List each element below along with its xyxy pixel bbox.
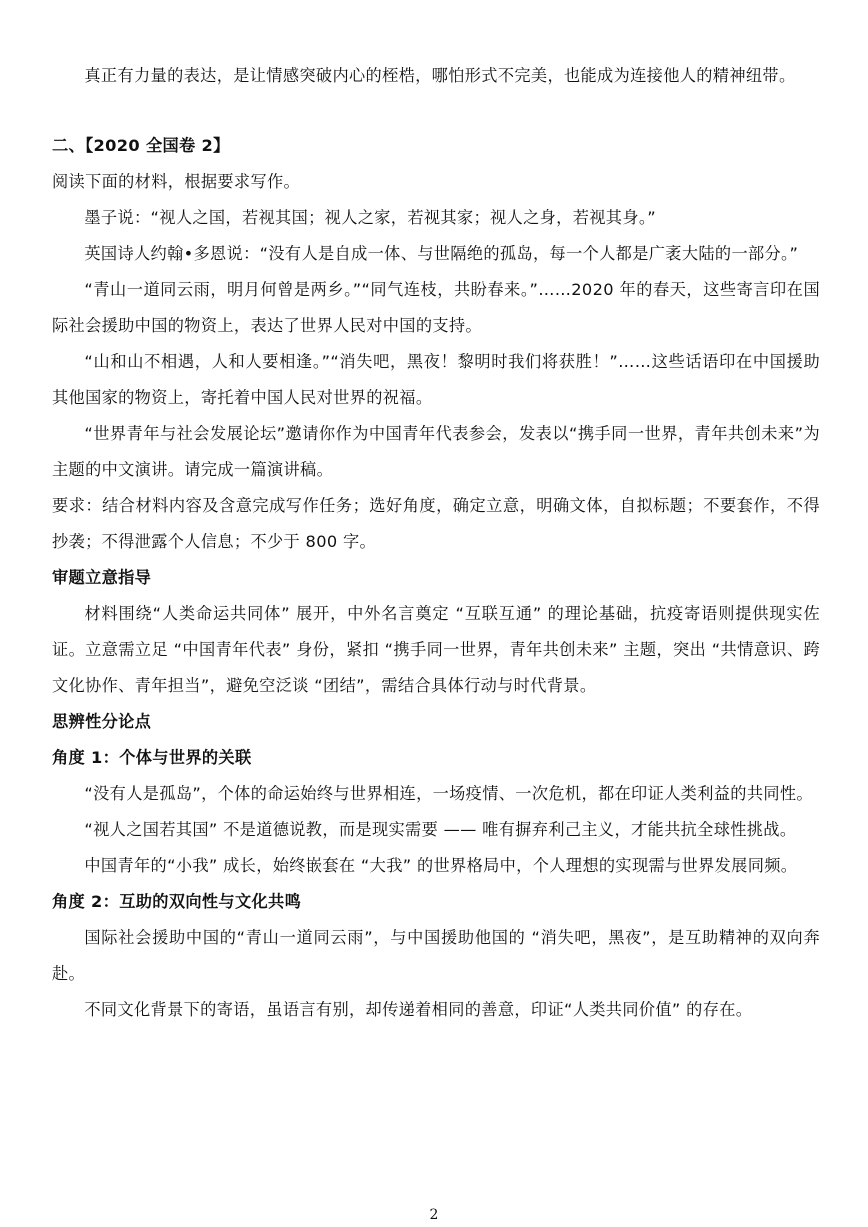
- section-heading: 二、【2020 全国卷 2】: [52, 136, 230, 155]
- instruction-text: 阅读下面的材料，根据要求写作。: [52, 172, 301, 191]
- analysis-heading: 思辨性分论点: [52, 712, 152, 731]
- guide-text: 材料围绕“人类命运共同体” 展开，中外名言奠定 “互联互通” 的理论基础，抗疫寄语则提供现实佐证。立意需立足 “中国青年代表” 身份，紧扣 “携手同一世界，青年共创未来” 主题，突出 “共情意识、跨文化协作、青年担当”，避免空泛谈 “团结”，需结合具体行动与时代背景。: [52, 604, 820, 695]
- angle2-heading: 角度 2：互助的双向性与文化共鸣: [52, 892, 302, 911]
- writing-task: “世界青年与社会发展论坛”邀请你作为中国青年代表参会，发表以“携手同一世界，青年共创未来”为主题的中文演讲。请完成一篇演讲稿。: [52, 424, 820, 479]
- angle2-paragraph-2: 不同文化背景下的寄语，虽语言有别，却传递着相同的善意，印证“人类共同价值” 的存在。: [84, 1000, 753, 1019]
- quote-2020-spring: “青山一道同云雨，明月何曾是两乡。”“同气连枝，共盼春来。”……2020 年的春天，这些寄言印在国际社会援助中国的物资上，表达了世界人民对中国的支持。: [52, 280, 820, 335]
- paragraph-intro-conclusion: 真正有力量的表达，是让情感突破内心的桎梏，哪怕形式不完美，也能成为连接他人的精神纽带。: [84, 66, 796, 85]
- angle1-heading: 角度 1：个体与世界的关联: [52, 748, 252, 767]
- angle1-paragraph-1: “没有人是孤岛”，个体的命运始终与世界相连，一场疫情、一次危机，都在印证人类利益的共同性。: [84, 784, 813, 803]
- angle1-paragraph-3: 中国青年的“小我” 成长，始终嵌套在 “大我” 的世界格局中，个人理想的实现需与世界发展同频。: [84, 856, 798, 875]
- angle2-paragraph-1: 国际社会援助中国的“青山一道同云雨”，与中国援助他国的 “消失吧，黑夜”，是互助精神的双向奔赴。: [52, 928, 820, 983]
- angle1-paragraph-2: “视人之国若其国” 不是道德说教，而是现实需要 —— 唯有摒弃利己主义，才能共抗全球性挑战。: [84, 820, 797, 839]
- guide-heading: 审题立意指导: [52, 568, 152, 587]
- page-number: 2: [429, 1207, 439, 1223]
- requirements-text: 要求：结合材料内容及含意完成写作任务；选好角度，确定立意，明确文体，自拟标题；不要套作，不得抄袭；不得泄露个人信息；不少于 800 字。: [52, 496, 820, 551]
- document-body: [52, 58, 820, 1028]
- quote-china-aid: “山和山不相遇，人和人要相逢。”“消失吧，黑夜！黎明时我们将获胜！”……这些话语印在中国援助其他国家的物资上，寄托着中国人民对世界的祝福。: [52, 352, 820, 407]
- quote-donne: 英国诗人约翰•多恩说：“没有人是自成一体、与世隔绝的孤岛，每一个人都是广袤大陆的一部分。”: [84, 244, 799, 263]
- quote-mozi: 墨子说：“视人之国，若视其国；视人之家，若视其家；视人之身，若视其身。”: [84, 208, 657, 227]
